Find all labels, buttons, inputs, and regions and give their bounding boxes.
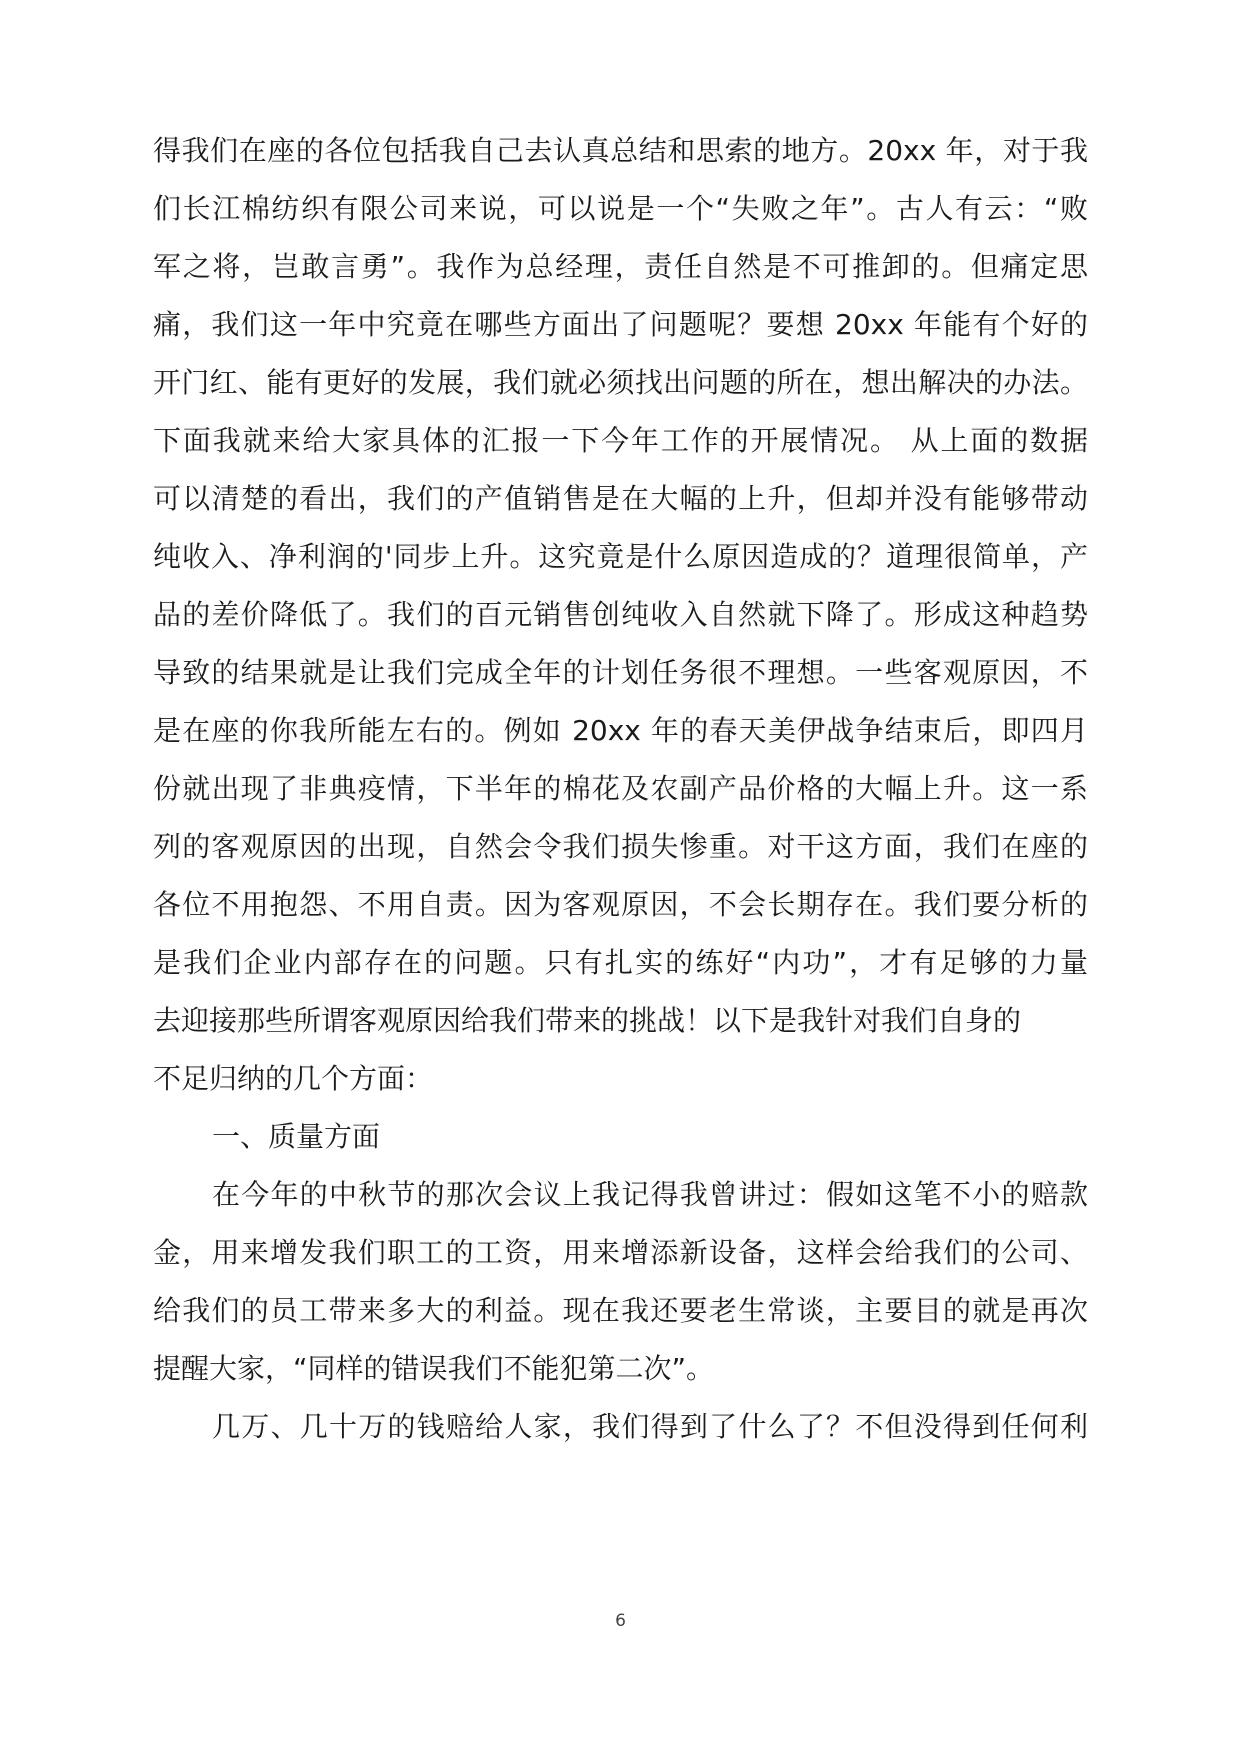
text-line: 痛，我们这一年中究竟在哪些方面出了问题呢？要想 20xx 年能有个好的 bbox=[153, 308, 1088, 341]
page-number: 6 bbox=[615, 1611, 626, 1631]
section-heading: 一、质量方面 bbox=[212, 1120, 381, 1153]
text-line: 导致的结果就是让我们完成全年的计划任务很不理想。一些客观原因，不 bbox=[153, 656, 1088, 689]
text-line: 各位不用抱怨、不用自责。因为客观原因，不会长期存在。我们要分析的 bbox=[153, 888, 1088, 921]
text-line: 几万、几十万的钱赔给人家，我们得到了什么了？不但没得到任何利 bbox=[212, 1410, 1088, 1443]
text-line: 开门红、能有更好的发展，我们就必须找出问题的所在，想出解决的办法。 bbox=[153, 366, 1088, 399]
text-line: 列的客观原因的出现，自然会令我们损失惨重。对干这方面，我们在座的 bbox=[153, 830, 1088, 863]
text-line: 品的差价降低了。我们的百元销售创纯收入自然就下降了。形成这种趋势 bbox=[153, 598, 1088, 631]
text-line: 是在座的你我所能左右的。例如 20xx 年的春天美伊战争结束后，即四月 bbox=[153, 714, 1088, 747]
text-line: 在今年的中秋节的那次会议上我记得我曾讲过：假如这笔不小的赔款 bbox=[212, 1178, 1088, 1211]
text-line: 得我们在座的各位包括我自己去认真总结和思索的地方。20xx 年，对于我 bbox=[153, 134, 1088, 167]
text-line: 军之将，岂敢言勇”。我作为总经理，责任自然是不可推卸的。但痛定思 bbox=[153, 250, 1088, 283]
text-line: 们长江棉纺织有限公司来说，可以说是一个“失败之年”。古人有云：“败 bbox=[153, 192, 1088, 225]
text-line: 给我们的员工带来多大的利益。现在我还要老生常谈，主要目的就是再次 bbox=[153, 1294, 1088, 1327]
text-line: 去迎接那些所谓客观原因给我们带来的挑战！以下是我针对我们自身的 bbox=[153, 1004, 1022, 1037]
text-line: 提醒大家，“同样的错误我们不能犯第二次”。 bbox=[153, 1352, 715, 1385]
text-line: 不足归纳的几个方面： bbox=[153, 1062, 434, 1095]
text-line: 是我们企业内部存在的问题。只有扎实的练好“内功”，才有足够的力量 bbox=[153, 946, 1088, 979]
text-line: 纯收入、净利润的'同步上升。这究竟是什么原因造成的？道理很简单，产 bbox=[153, 540, 1088, 573]
text-line: 可以清楚的看出，我们的产值销售是在大幅的上升，但却并没有能够带动 bbox=[153, 482, 1088, 515]
text-line: 金，用来增发我们职工的工资，用来增添新设备，这样会给我们的公司、 bbox=[153, 1236, 1088, 1269]
text-line: 份就出现了非典疫情，下半年的棉花及农副产品价格的大幅上升。这一系 bbox=[153, 772, 1088, 805]
text-line: 下面我就来给大家具体的汇报一下今年工作的开展情况。 从上面的数据 bbox=[153, 424, 1088, 457]
